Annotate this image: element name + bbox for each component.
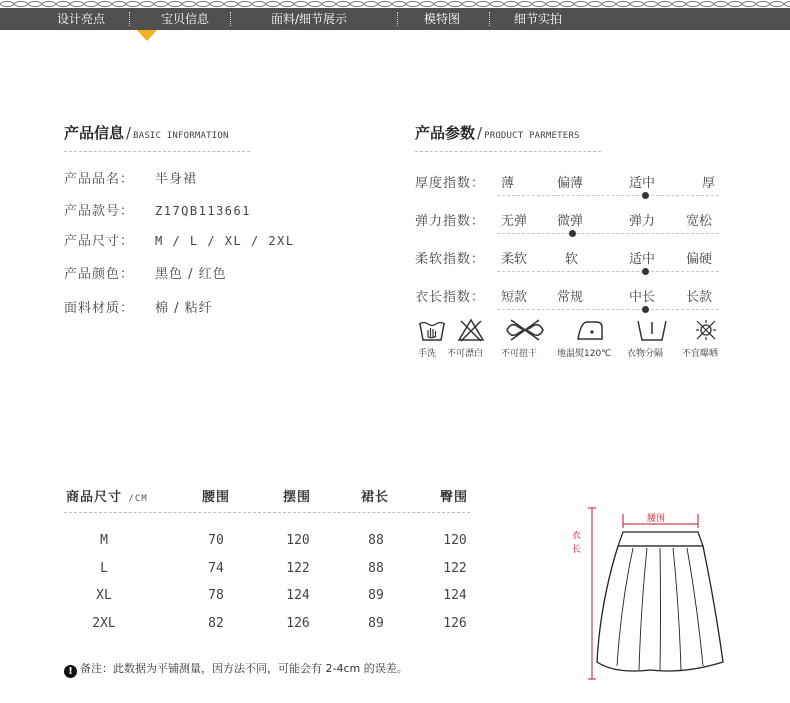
product-params-divider <box>415 151 601 152</box>
info-value: Z17QB113661 <box>155 204 251 218</box>
product-params-title <box>415 122 580 143</box>
no-wring-icon <box>505 318 545 342</box>
param-label-thickness: 厚度指数： <box>415 176 486 191</box>
size-table-cell: 120 <box>443 533 467 548</box>
nav-tab-detail[interactable]: 细节实拍 <box>514 12 563 26</box>
size-table-header: 臀围 <box>440 490 469 505</box>
size-table-cell: 74 <box>208 561 224 576</box>
size-table-title-text: 商品尺寸 <box>66 490 123 505</box>
param-option: 中长 <box>629 290 656 305</box>
no-bleach-icon <box>456 318 486 342</box>
product-params-title-en: PRODUCT PARMETERS <box>484 131 580 141</box>
care-label-no-bleach: 不可漂白 <box>447 349 484 359</box>
care-label-hand-wash: 手洗 <box>418 349 437 359</box>
size-table-cell: 88 <box>368 561 384 576</box>
param-option: 常规 <box>557 290 584 305</box>
info-row-colors <box>64 263 227 282</box>
info-value: 半身裙 <box>155 172 198 187</box>
param-selected-dot <box>642 306 649 313</box>
measurement-note <box>64 660 408 678</box>
product-params-title-zh: 产品参数 <box>415 124 476 142</box>
param-option: 偏薄 <box>557 176 584 191</box>
product-info-title <box>64 122 229 143</box>
param-option: 微弹 <box>557 214 584 229</box>
param-option: 薄 <box>501 176 515 191</box>
low-iron-icon <box>575 318 605 342</box>
size-table-title <box>66 486 148 505</box>
hand-wash-icon <box>417 318 447 342</box>
title-slash: / <box>477 124 483 142</box>
waist-label: 腰围 <box>647 514 666 524</box>
product-info-title-zh: 产品信息 <box>64 124 125 142</box>
nav-separator <box>129 12 130 26</box>
size-table-cell: 120 <box>286 533 310 548</box>
param-option: 软 <box>565 252 579 267</box>
param-option: 适中 <box>629 176 656 191</box>
size-table-cell: 124 <box>443 588 467 603</box>
info-value: 棉 / 粘纤 <box>155 301 213 316</box>
size-table-divider <box>64 512 470 513</box>
param-option: 宽松 <box>686 214 713 229</box>
top-nav-bar <box>0 8 790 30</box>
info-row-name <box>64 168 197 187</box>
nav-active-marker <box>137 30 157 41</box>
size-table-cell: 124 <box>286 588 310 603</box>
product-info-divider <box>64 151 250 152</box>
length-label-1: 衣 <box>572 531 582 541</box>
care-label-no-wring: 不可扭干 <box>501 349 538 359</box>
size-table-cell: 89 <box>368 588 384 603</box>
param-scale-line <box>497 233 719 234</box>
size-table-cell: 70 <box>208 533 224 548</box>
size-table-size: L <box>100 561 108 576</box>
param-option: 无弹 <box>501 214 528 229</box>
info-row-sizes <box>64 230 295 249</box>
param-scale-line <box>497 195 719 196</box>
info-row-material <box>64 297 213 316</box>
param-label-length: 衣长指数： <box>415 290 486 305</box>
care-label-no-sun: 不宜曝晒 <box>682 349 719 359</box>
size-table-header: 摆围 <box>283 490 312 505</box>
param-label-elasticity: 弹力指数： <box>415 214 486 229</box>
size-table-size: M <box>100 533 108 548</box>
info-label: 产品尺寸： <box>64 234 135 249</box>
nav-tab-model[interactable]: 模特图 <box>424 12 461 26</box>
size-table-cell: 122 <box>286 561 310 576</box>
param-option: 短款 <box>501 290 528 305</box>
wash-separately-icon <box>635 318 669 342</box>
param-scale-line <box>497 271 719 272</box>
no-sun-icon <box>691 318 721 342</box>
size-table-cell: 88 <box>368 533 384 548</box>
param-selected-dot <box>642 192 649 199</box>
size-table-cell: 126 <box>443 616 467 631</box>
skirt-waistband <box>618 532 703 546</box>
info-value: M / L / XL / 2XL <box>155 234 295 248</box>
size-table-header: 裙长 <box>361 490 390 505</box>
size-table-header: 腰围 <box>202 490 231 505</box>
param-option: 柔软 <box>501 252 528 267</box>
care-label-wash-separately: 衣物分隔 <box>627 349 664 359</box>
nav-tab-fabric[interactable]: 面料/细节展示 <box>271 12 348 26</box>
info-label: 产品品名： <box>64 172 135 187</box>
size-table-size: XL <box>96 588 112 603</box>
size-table-unit: CM <box>134 494 148 504</box>
size-table-cell: 89 <box>368 616 384 631</box>
param-option: 长款 <box>686 290 713 305</box>
nav-tab-design[interactable]: 设计亮点 <box>57 12 106 26</box>
nav-separator <box>230 12 231 26</box>
size-table-cell: 126 <box>286 616 310 631</box>
param-option: 弹力 <box>629 214 656 229</box>
param-selected-dot <box>642 268 649 275</box>
size-table-unit-slash: / <box>122 494 135 504</box>
nav-decor-border <box>0 0 790 8</box>
size-table-size: 2XL <box>92 616 116 631</box>
length-label-2: 长 <box>572 545 582 555</box>
param-label-softness: 柔软指数： <box>415 252 486 267</box>
param-option: 偏硬 <box>686 252 713 267</box>
nav-separator <box>397 12 398 26</box>
alert-icon: ! <box>64 665 77 678</box>
param-option: 适中 <box>629 252 656 267</box>
title-slash: / <box>126 124 132 142</box>
nav-tab-product-info[interactable]: 宝贝信息 <box>161 12 210 26</box>
measurement-note-text: 备注：此数据为平铺测量，因方法不同，可能会有 2-4cm 的误差。 <box>80 662 408 675</box>
care-label-low-iron: 地温熨120℃ <box>557 349 612 359</box>
product-info-title-en: BASIC INFORMATION <box>133 131 229 141</box>
info-row-sku <box>64 200 251 219</box>
skirt-measurement-diagram <box>555 494 745 684</box>
info-label: 面料材质： <box>64 301 135 316</box>
size-table-cell: 122 <box>443 561 467 576</box>
param-option: 厚 <box>702 176 716 191</box>
size-table-cell: 82 <box>208 616 224 631</box>
param-selected-dot <box>569 230 576 237</box>
param-scale-line <box>497 309 719 310</box>
size-table-cell: 78 <box>208 588 224 603</box>
info-value: 黑色 / 红色 <box>155 267 227 282</box>
info-label: 产品款号： <box>64 204 135 219</box>
nav-separator <box>489 12 490 26</box>
skirt-fold <box>660 548 661 670</box>
info-label: 产品颜色： <box>64 267 135 282</box>
